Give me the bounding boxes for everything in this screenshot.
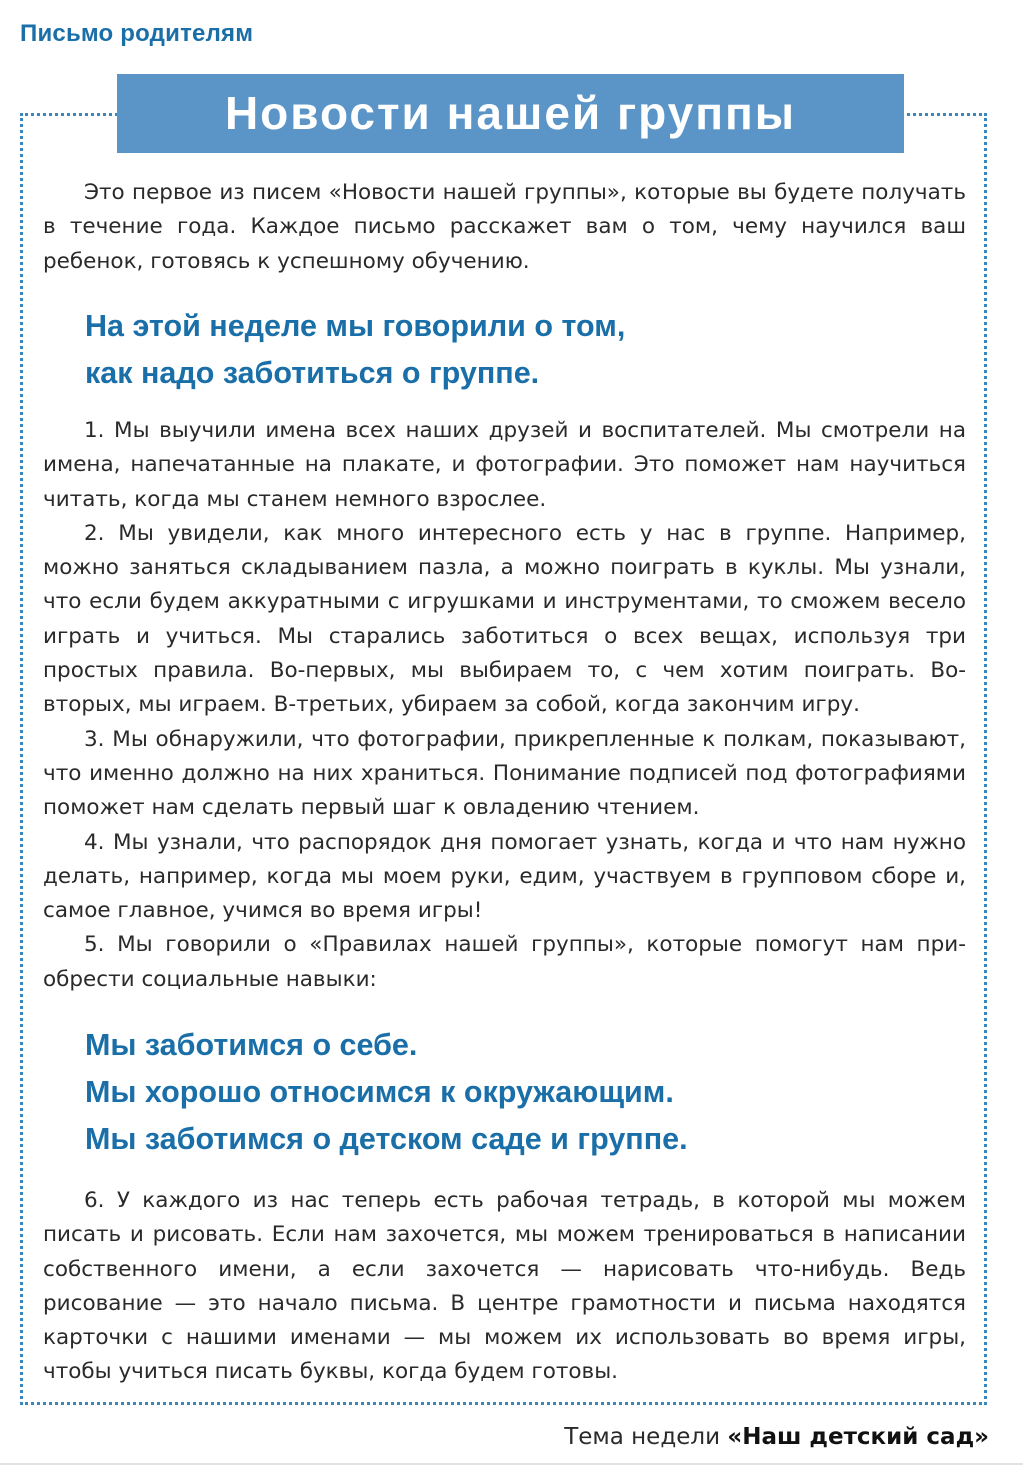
closing-block [43, 1184, 966, 1390]
intro-block [43, 176, 966, 279]
week-heading-line-2: как надо заботиться о группе. [85, 356, 540, 390]
group-rules [85, 1022, 985, 1163]
section-label: Письмо родителям [20, 20, 254, 47]
week-theme-prefix: Тема недели [564, 1424, 721, 1450]
week-heading-line-1: На этой неделе мы говорили о том, [85, 309, 626, 343]
intro-paragraph: Это первое из писем «Новости нашей группы», которые вы будете получать в течение года. Каждое письмо расскажет вам о том, чему научился ваш ребенок, готовясь к успешному обучению. [43, 180, 966, 274]
rule-3: Мы заботимся о детском саде и группе. [85, 1122, 688, 1156]
paragraph-6: 6. У каждого из нас теперь есть рабочая тетрадь, в которой мы можем писать и рисовать. Если нам захочется, мы можем тренироваться в написании собственного имени, а если захочется — нарисовать что-нибудь. Ведь рисование — это начало письма. В центре грамотности и письма находятся карточки с нашими именами — мы можем их использовать во время игры, чтобы учиться писать буквы, когда будем готовы. [43, 1188, 966, 1385]
week-theme-footer [564, 1424, 989, 1450]
paragraph-2: 2. Мы увидели, как много интересного есть у нас в группе. Например, можно заняться складыванием пазла, а можно поиграть в куклы. Мы узнали, что если будем аккуратными с игрушками и инструментами, то сможем весело играть и учиться. Мы старались заботиться о всех вещах, используя три простых правила. Во-первых, мы выбираем то, с чем хотим поиграть. Во-вторых, мы играем. В-третьих, убираем за собой, когда закончим игру. [43, 520, 966, 718]
paragraph-4: 4. Мы узнали, что распорядок дня помогает узнать, когда и что нам нужно делать, например, когда мы моем руки, едим, участвуем в групповом сборе и, самое главное, учимся во время игры! [43, 829, 966, 924]
page-title: Новости нашей группы [117, 74, 904, 153]
paragraph-3: 3. Мы обнаружили, что фотографии, прикрепленные к полкам, показывают, что именно должно на них храниться. Понимание подписей под фотографиями поможет нам сделать первый шаг к овладению чтением. [43, 726, 966, 821]
paragraph-5: 5. Мы говорили о «Правилах нашей группы», которые помогут нам приобрести социальные навыки: [43, 932, 966, 992]
rule-2: Мы хорошо относимся к окружающим. [85, 1075, 674, 1109]
week-heading [85, 303, 985, 397]
numbered-paragraphs [43, 414, 966, 997]
week-theme-title: «Наш детский сад» [727, 1424, 989, 1450]
bottom-divider [0, 1463, 1023, 1465]
paragraph-1: 1. Мы выучили имена всех наших друзей и воспитателей. Мы смотрели на имена, напечатанные на плакате, и фотографии. Это поможет нам научиться читать, когда мы станем немного взрослее. [43, 418, 966, 512]
rule-1: Мы заботимся о себе. [85, 1028, 418, 1062]
